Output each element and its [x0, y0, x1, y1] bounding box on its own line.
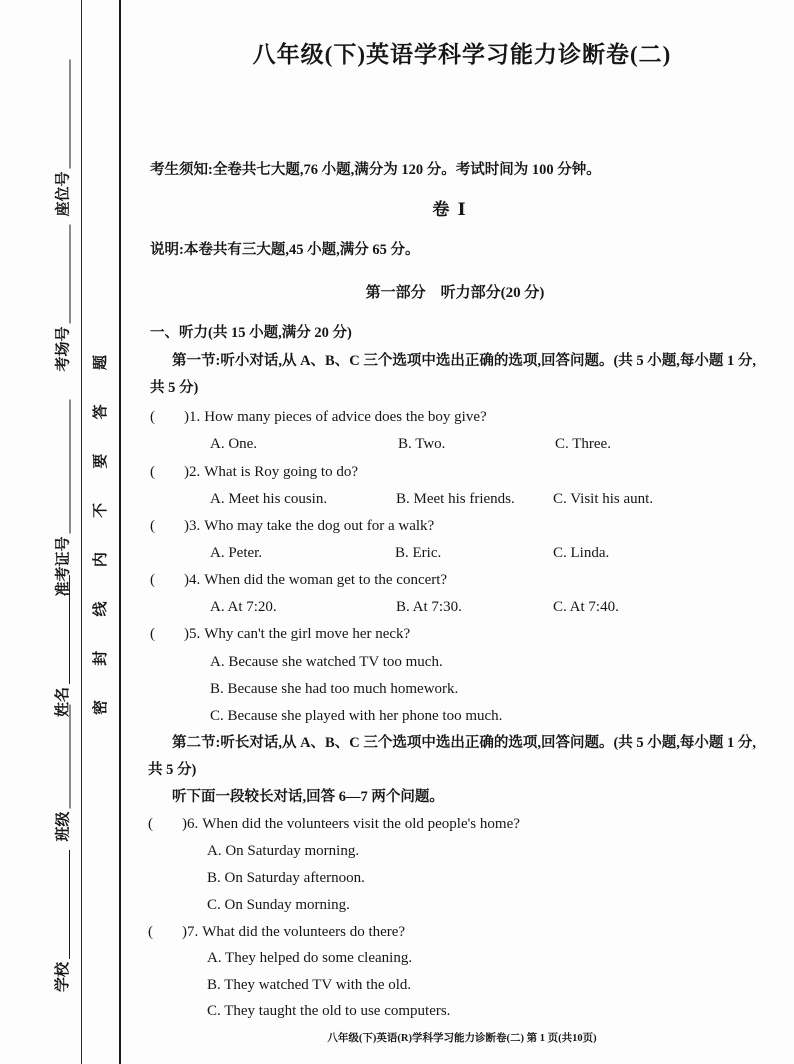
- answer-bracket-open: (: [148, 816, 153, 832]
- class-label: 班级: [55, 811, 71, 842]
- volume-note: 说明:本卷共有三大题,45 小题,满分 65 分。: [150, 242, 420, 258]
- option-a: A. Meet his cousin.: [210, 491, 328, 507]
- option-c: C. Three.: [555, 436, 611, 452]
- option-b: B. Eric.: [395, 545, 442, 561]
- option-a: A. They helped do some cleaning.: [207, 950, 413, 966]
- question-4: [150, 571, 447, 589]
- seat-number-label: 座位号: [55, 171, 71, 217]
- seal-char: 不: [93, 502, 109, 518]
- section1-instruction: 第一节:听小对话,从 A、B、C 三个选项中选出正确的选项,回答问题。(共 5 小题,每小题 1 分,: [172, 353, 757, 369]
- admission-number-field: [52, 400, 72, 597]
- dialogue-instruction: 听下面一段较长对话,回答 6—7 两个问题。: [172, 789, 444, 805]
- question-2: [150, 463, 358, 481]
- question-number: 1.: [189, 409, 201, 425]
- admission-number-label: 准考证号: [55, 536, 71, 597]
- option-b: B. On Saturday afternoon.: [207, 870, 365, 886]
- seal-char: 封: [93, 650, 109, 666]
- answer-bracket-close: ): [184, 626, 189, 642]
- seat-number-blank-line: [69, 60, 70, 169]
- answer-bracket-close: ): [182, 924, 187, 940]
- question-number: 3.: [189, 518, 201, 534]
- question-number: 7.: [187, 924, 199, 940]
- question-text: What did the volunteers do there?: [202, 924, 406, 940]
- seal-char: 答: [93, 404, 109, 420]
- exam-room-blank-line: [69, 225, 70, 324]
- name-label: 姓名: [55, 686, 71, 717]
- section2-instruction-cont: 共 5 分): [148, 762, 197, 778]
- option-b: B. Meet his friends.: [396, 491, 515, 507]
- option-a: A. On Saturday morning.: [207, 843, 360, 859]
- option-c: C. On Sunday morning.: [207, 897, 350, 913]
- question-text: How many pieces of advice does the boy give?: [204, 409, 487, 425]
- option-b: B. Two.: [398, 436, 446, 452]
- question-5: [150, 625, 410, 643]
- question-text: When did the woman get to the concert?: [204, 572, 448, 588]
- question-3: [150, 517, 434, 535]
- volume-title: 卷 Ⅰ: [432, 200, 468, 219]
- class-field: [52, 705, 72, 842]
- exam-title: 八年级(下)英语学科学习能力诊断卷(二): [252, 42, 672, 67]
- seal-char: 密: [93, 699, 109, 715]
- exam-room-field: [52, 225, 72, 372]
- option-c: C. They taught the old to use computers.: [207, 1003, 451, 1019]
- question-text: Why can't the girl move her neck?: [204, 626, 411, 642]
- answer-bracket-open: (: [150, 518, 155, 534]
- admission-number-blank-line: [69, 400, 70, 534]
- question-text: What is Roy going to do?: [204, 464, 358, 480]
- question-6: [148, 815, 520, 833]
- binding-line-inner: [81, 0, 82, 1064]
- seal-char: 要: [93, 453, 109, 469]
- option-b: B. Because she had too much homework.: [210, 681, 459, 697]
- answer-bracket-open: (: [150, 626, 155, 642]
- option-b: B. At 7:30.: [396, 599, 462, 615]
- exam-room-label: 考场号: [55, 326, 71, 372]
- binding-line-outer: [119, 0, 121, 1064]
- option-a: A. One.: [210, 436, 258, 452]
- option-c: C. Linda.: [553, 545, 610, 561]
- option-a: A. At 7:20.: [210, 599, 277, 615]
- question-number: 2.: [189, 464, 201, 480]
- question-7: [148, 923, 405, 941]
- listening-heading: 一、听力(共 15 小题,满分 20 分): [150, 325, 352, 341]
- option-a: A. Because she watched TV too much.: [210, 654, 443, 670]
- answer-bracket-close: ): [184, 572, 189, 588]
- seal-char: 内: [93, 552, 109, 568]
- seal-char: 题: [93, 355, 109, 371]
- seal-char: 线: [93, 601, 109, 617]
- question-text: When did the volunteers visit the old people's home?: [202, 816, 520, 832]
- option-c: C. Visit his aunt.: [553, 491, 654, 507]
- question-1: [150, 408, 487, 426]
- school-field: [52, 850, 72, 992]
- part-title: 第一部分 听力部分(20 分): [365, 285, 545, 301]
- option-a: A. Peter.: [210, 545, 263, 561]
- question-number: 5.: [189, 626, 201, 642]
- page-footer: 八年级(下)英语(R)学科学习能力诊断卷(二) 第 1 页(共10页): [327, 1033, 597, 1044]
- school-label: 学校: [55, 961, 71, 992]
- answer-bracket-open: (: [150, 572, 155, 588]
- school-blank-line: [69, 850, 70, 959]
- question-number: 4.: [189, 572, 201, 588]
- question-number: 6.: [187, 816, 199, 832]
- option-c: C. At 7:40.: [553, 599, 619, 615]
- answer-bracket-close: ): [184, 409, 189, 425]
- section1-instruction-cont: 共 5 分): [150, 380, 199, 396]
- answer-bracket-open: (: [150, 464, 155, 480]
- class-blank-line: [69, 705, 70, 809]
- answer-bracket-open: (: [150, 409, 155, 425]
- option-b: B. They watched TV with the old.: [207, 977, 412, 993]
- section2-instruction: 第二节:听长对话,从 A、B、C 三个选项中选出正确的选项,回答问题。(共 5 小题,每小题 1 分,: [172, 735, 757, 751]
- option-c: C. Because she played with her phone too much.: [210, 708, 503, 724]
- seal-warning: [91, 355, 111, 715]
- question-text: Who may take the dog out for a walk?: [204, 518, 435, 534]
- answer-bracket-close: ): [182, 816, 187, 832]
- answer-bracket-close: ): [184, 518, 189, 534]
- answer-bracket-close: ): [184, 464, 189, 480]
- exam-notice: 考生须知:全卷共七大题,76 小题,满分为 120 分。考试时间为 100 分钟。: [150, 162, 601, 178]
- answer-bracket-open: (: [148, 924, 153, 940]
- seat-number-field: [52, 60, 72, 217]
